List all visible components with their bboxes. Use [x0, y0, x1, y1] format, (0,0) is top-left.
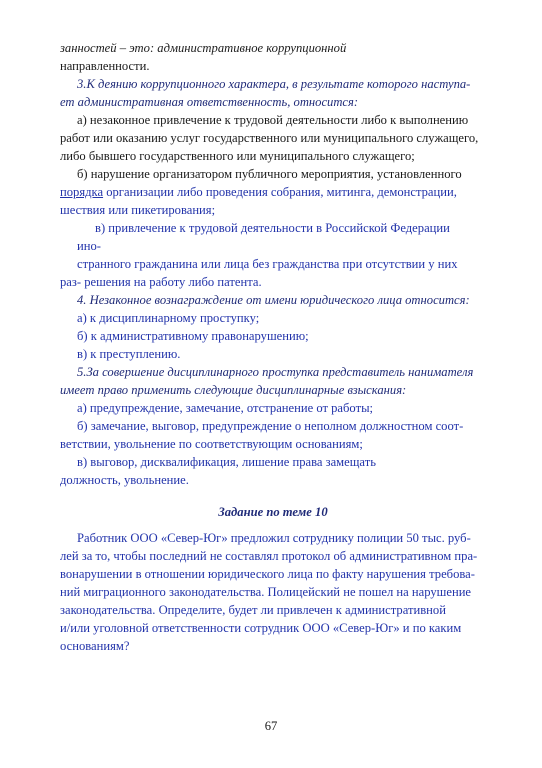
answer-line: а) предупреждение, замечание, отстранение от работы;: [77, 401, 374, 415]
answer-b-line: б) нарушение организатором публичного мероприятия, установленного: [77, 167, 462, 181]
answer-b-line: [60, 184, 486, 202]
answer-a-line: а) незаконное привлечение к трудовой деятельности либо к выполнению: [77, 113, 469, 127]
answer-line: ветствии, увольнение по соответствующим основаниям;: [60, 437, 363, 451]
question-5-title: имеет право применить следующие дисциплинарные взыскания:: [60, 383, 407, 397]
page-number: 67: [264, 719, 278, 733]
answer-line: б) замечание, выговор, предупреждение о неполном должностном соот-: [77, 419, 464, 433]
task-text-line: основаниям?: [60, 639, 130, 653]
poryadok-link[interactable]: порядка: [60, 185, 104, 199]
answer-line: в) к преступлению.: [77, 347, 181, 361]
task-text-line: и/или уголовной ответственности сотрудник ООО «Север-Юг» и по каким: [60, 621, 462, 635]
answer-line: в) выговор, дисквалификация, лишение права замещать: [77, 455, 376, 469]
answer-a-line: либо бывшего государственного или муниципального служащего;: [60, 149, 415, 163]
answer-a-line: работ или оказанию услуг государственного или муниципального служащего,: [60, 131, 479, 145]
question-5-title: 5.За совершение дисциплинарного проступка представитель нанимателя: [77, 365, 474, 379]
question-3-title: 3.К деянию коррупционного характера, в результате которого наступа-: [77, 77, 471, 91]
answer-b-line: шествия или пикетирования;: [60, 203, 216, 217]
answer-line: а) к дисциплинарному проступку;: [77, 311, 260, 325]
task-text-line: законодательства. Определите, будет ли привлечен к административной: [60, 603, 446, 617]
text-line: занностей – это: административное коррупционной: [60, 41, 347, 55]
answer-line: должность, увольнение.: [60, 473, 189, 487]
task-text-line: Работник ООО «Север-Юг» предложил сотруднику полиции 50 тыс. руб-: [77, 531, 471, 545]
answer-v-line: ино-: [77, 239, 101, 253]
answer-v-line: странного гражданина или лица без гражданства при отсутствии у них: [77, 257, 458, 271]
question-4-title: 4. Незаконное вознаграждение от имени юридического лица относится:: [77, 293, 470, 307]
answer-v-line: раз- решения на работу либо патента.: [60, 275, 262, 289]
text-span: организации либо проведения собрания, митинга, демонстрации,: [103, 185, 457, 199]
task-heading: Задание по теме 10: [218, 505, 328, 519]
answer-v-line: в) привлечение к трудовой деятельности в Российской Федерации: [95, 221, 450, 235]
text-line: направленности.: [60, 59, 150, 73]
question-3-title: ет административная ответственность, относится:: [60, 95, 359, 109]
task-text-line: вонарушении в отношении юридического лица по факту нарушения требова-: [60, 567, 475, 581]
answer-line: б) к административному правонарушению;: [77, 329, 309, 343]
task-text-line: ний миграционного законодательства. Полицейский не пошел на нарушение: [60, 585, 472, 599]
task-text-line: лей за то, чтобы последний не составлял протокол об административном пра-: [60, 549, 478, 563]
